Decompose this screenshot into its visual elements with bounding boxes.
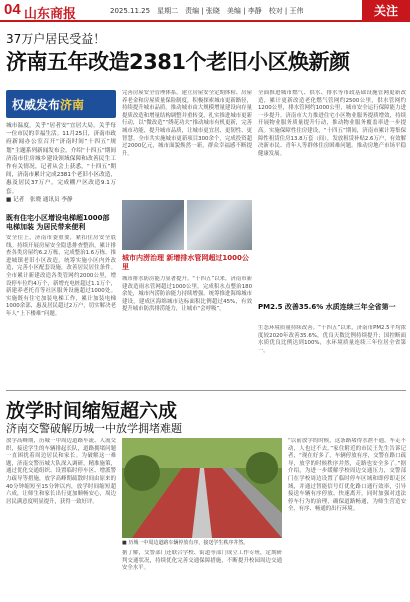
logo-accent: 济南 — [60, 98, 85, 112]
story-divider — [6, 390, 406, 391]
story2-photo-road — [122, 438, 282, 538]
newspaper-name: 山东商报 — [24, 7, 77, 22]
road-photo-illustration — [122, 438, 282, 538]
story1-kicker: 37万户居民受益！ — [6, 32, 106, 46]
story1-subhead-2: 城市内涝治理 新增排水管网超过1000公里 — [122, 254, 249, 271]
issue-info: 2025.11.25 星期二 责编 | 张晓 美编 | 李静 校对 | 王伟 — [110, 7, 304, 15]
story1-text-4: 全面推进城市燃气、供水、排水等市政基础设施管网更新改造，累计更新改造老化燃气管网约2500公里，供水管网约1200公里，排水管网约1000公里，城市安全运行保障能力进一步提升。济南市大力推进住宅小区物业服务提质增效，持续开展物业服务质量提升行动，推动物业服务覆盖率进一步提高。实施保障性住房建设，“十四五”期间，济南市累计筹集保障性租赁住房13.8万套（间），发放租赁补贴2.6万户，有效解决新市民、青年人等群体住房困难问题。推动房地产市场平稳健康发展。 — [258, 90, 406, 157]
story1-text-1: 安全住上，济南市委重要，紧扣住房安全底线。持续开展房屋安全隐患排查整治，累计排查各类房屋约6.2万栋，完成整治1.6万栋。推进城镇老旧小区改造，统筹实施小区内外改造，完善小区配套设施，改善居民居住条件。全市累计新建改造各类管网约2000公里，增设停车位约4万个，新增充电桩超过1.1万个，新建养老托育等社区服务设施超过1000处。实施既有住宅加装电梯工作，累计加装电梯1000余部，惠及居民超过2万户，切实解决老年人“上下楼难”问题。 — [6, 235, 116, 317]
story2-photo-caption: ■ 历城一中周边道路车辆停放有序，接送学生秩序井然。 — [122, 540, 249, 546]
section-tag: 关注 — [362, 0, 410, 22]
story1-text-5: 生态环境质量持续改善。“十四五”以来，济南市PM2.5平均浓度较2020年改善35.6%，优良天数比例持续提升；国控断面水质优良比例达到100%，水环境质量连续三年位居全省第一。 — [258, 325, 406, 354]
story2-text-2: 据了解，交警部门还联合学校、街道等部门成立工作专班，定期研判交通状况，持续优化完善交通保障措施，不断提升校园周边交通安全水平。 — [122, 550, 282, 572]
story1-text-3: 城市排水防涝能力显著提升。“十四五”以来，济南市新建改造雨水管网超过1000公里，完成积水点整治180余处，城市内涝防治能力持续增强。统筹推进海绵城市建设，建成区海绵城市达标面积比例超过45%，有效提升城市防洪排涝能力，让城市“会呼吸”。 — [122, 276, 252, 313]
story1-subhead-3: PM2.5 改善35.6% 水质连续三年全省第一 — [258, 303, 396, 311]
story1-subhead-1: 既有住宅小区增设电梯超1000部 电梯加装 为居民带来便利 — [6, 214, 110, 231]
logo-text: 权威发布 — [12, 98, 61, 112]
story2-text-3: “以前放学的时候，这条路堵得水泄不通，车走不动，人也过不去。”家住附近的市民王先生告诉记者，“现在好多了，车辆停放有序，交警在路口疏导，放学的时候秩序井然，走路也安全多了。”据介绍，为进一步缓解学校周边交通压力，交警部门在学校周边设置了临时停车区域和即停即走区域，并通过智能信号灯优化路口通行效率，引导接送车辆有序停放、快速离开，同时加强对违法停车行为的治理，确保道路畅通，为师生营造安全、有序、畅通的出行环境。 — [288, 438, 406, 513]
story1-lead — [6, 122, 116, 204]
press-release-logo — [6, 90, 116, 118]
story1-byline: ■ 记者 张晓 通讯员 李静 — [6, 196, 73, 203]
masthead — [0, 0, 410, 22]
story2-text-1: 放学高峰期，历城一中周边道路车流、人流交织，接送学生的车辆排起长队，道路拥堵问题一直困扰着周边居民和家长。为破解这一难题，济南交警历城大队深入调研，精准施策，通过优化交通组织、设置临时停车区、增派警力疏导等措施，放学高峰期疏散时间由原来的40分钟缩短至15分钟以内，放学时间缩短超六成，让师生和家长出行更加顺畅安心，周边居民满意度明显提升，获得一致好评。 — [6, 438, 116, 505]
story1-text-2: 完善房屋安全管理体系，建立房屋安全定期体检、房屋养老金和房屋质量保险制度，积极探索城市更新路径，持续提升城市品质。推动城市由大规模增量建设向存量提质改造和增量结构调整并重转变，扎实推进城市更新行动，以“微改造”“绣花功夫”推动城市有机更新，完善城市功能，提升城市品质，让城市更宜居、更韧性、更智慧。全市共实施城市更新项目300余个，完成投资超过2000亿元，城市面貌焕然一新，群众幸福感不断提升。 — [122, 90, 252, 157]
story1-lead-text: 城市温度，关乎“居者安”宜居大局。关乎每一位市民的幸福生活。11月25日，济南市政府新闻办公室召开“济南时间”十四五“规划”主题系列新闻发布会，介绍“十四五”期间济南市住房城乡建设领域保障和改善民生工作有关情况。记者从会上获悉，“十四五”期间，济南市累计完成2381个老旧小区改造，惠及居民37万户，完成棚户区改造9.1万套。 — [6, 123, 116, 195]
story2-subtitle: 济南交警破解历城一中放学拥堵难题 — [6, 422, 182, 435]
page-number: 04 — [4, 1, 21, 18]
story1-photo-left — [122, 200, 184, 250]
story2-headline: 放学时间缩短超六成 — [6, 400, 178, 422]
story1-headline: 济南五年改造2381个老旧小区焕新颜 — [6, 50, 350, 74]
story1-photo-right — [187, 200, 252, 250]
